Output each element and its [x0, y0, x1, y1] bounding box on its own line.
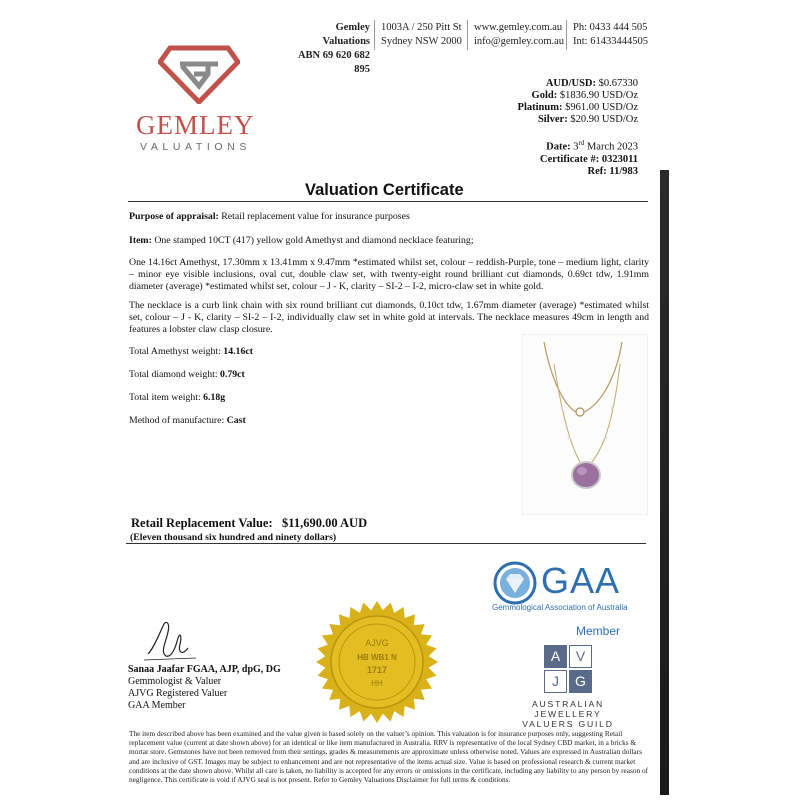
date-day: 3 — [573, 141, 579, 153]
retail-value-words: (Eleven thousand six hundred and ninety dollars) — [130, 532, 337, 543]
website-link[interactable]: www.gemley.com.au — [474, 22, 563, 33]
stat-value: 6.18g — [203, 392, 226, 403]
purpose-label: Purpose of appraisal: — [129, 211, 219, 222]
stat-item-weight — [129, 392, 225, 403]
gold-value: $1836.90 USD/Oz — [559, 90, 638, 101]
item-text: One stamped 10CT (417) yellow gold Amethyst and diamond necklace featuring; — [154, 235, 474, 246]
ajvg-tile-a: A — [544, 645, 567, 668]
logo-wordmark: GEMLEY — [136, 110, 255, 140]
gemley-diamond-logo-icon — [158, 42, 240, 104]
address-line-1: 1003A / 250 Pitt St — [381, 22, 462, 33]
description-paragraph-2: The necklace is a curb link chain with six round brilliant cut diamonds, 0.10ct tdw, 1.67mm diameter (average) *estimated whilst set, colour – J - K, clarity – SI-2 – I-2, individually claw set in white gold at intervals. The necklace measures 49cm in length and features a lobster claw clasp closure. — [129, 300, 649, 336]
email-link[interactable]: info@gemley.com.au — [474, 36, 565, 47]
necklace-photo — [522, 334, 648, 515]
stat-manufacture-method — [129, 415, 246, 426]
ajvg-tile-v: V — [569, 645, 592, 668]
header-phone — [573, 21, 648, 49]
aud-usd-value: $0.67330 — [598, 78, 638, 89]
stat-value: 0.79ct — [220, 369, 245, 380]
certificate-number-label: Certificate #: — [540, 153, 600, 165]
purpose-line — [129, 211, 649, 223]
stat-label: Total diamond weight: — [129, 369, 218, 380]
company-name: Gemley Valuations — [322, 22, 370, 47]
ajvg-line-2: VALUERS GUILD — [522, 719, 614, 729]
ajvg-tile-g: G — [569, 670, 592, 693]
date-label: Date: — [546, 141, 571, 153]
title-divider — [128, 201, 648, 202]
stat-label: Total Amethyst weight: — [129, 346, 221, 357]
ajvg-logo — [544, 645, 592, 693]
ajvg-line-1: AUSTRALIAN JEWELLERY — [532, 699, 604, 719]
retail-value-label: Retail Replacement Value: — [131, 516, 273, 530]
retail-value-line — [131, 516, 367, 531]
seal-line: HH — [371, 679, 383, 688]
header-address — [381, 21, 462, 49]
platinum-label: Platinum: — [517, 102, 563, 113]
item-label: Item: — [129, 235, 152, 246]
address-line-2: Sydney NSW 2000 — [381, 36, 462, 47]
stat-label: Method of manufacture: — [129, 415, 225, 426]
intl-phone-number[interactable]: Int: 61433444505 — [573, 36, 648, 47]
stat-diamond-weight — [129, 369, 245, 380]
item-line — [129, 235, 649, 247]
purpose-text: Retail replacement value for insurance purposes — [221, 211, 410, 222]
signature-icon — [140, 618, 200, 664]
ajvg-tile-j: J — [544, 670, 567, 693]
retail-value-amount: $11,690.00 AUD — [282, 516, 368, 530]
market-rates — [518, 78, 638, 126]
signatory-role-1: Gemmologist & Valuer — [128, 676, 222, 687]
date-month-year: March 2023 — [586, 141, 638, 153]
signatory-role-3: GAA Member — [128, 700, 186, 711]
signatory-role-2: AJVG Registered Valuer — [128, 688, 228, 699]
logo-subtitle: VALUATIONS — [140, 141, 251, 153]
ajvg-gold-seal-icon — [315, 600, 439, 724]
silver-label: Silver: — [537, 114, 568, 125]
signatory-block — [128, 664, 281, 712]
page-title: Valuation Certificate — [305, 181, 464, 199]
ref-label: Ref: — [587, 165, 607, 177]
stat-label: Total item weight: — [129, 392, 201, 403]
stat-amethyst-weight — [129, 346, 253, 357]
seal-middle-text: HB WB1 N — [357, 653, 397, 662]
stat-value: 14.16ct — [223, 346, 253, 357]
certificate-meta — [540, 137, 638, 178]
ref-number: 11/983 — [609, 165, 638, 177]
footer-disclaimer: The item described above has been examined and the value given is based solely on the valuer’s opinion. This valuation is for insurance purposes only, suggesting Retail replacement value (current at date shown above) for an identical or like item manufactured in Australia. RRV is representative of the local Sydney CBD market, in a bricks & mortar store. Gemstones have not been removed from their settings, grades & measurements are approximate unless otherwise noted. Values are expressed in Australian dollars and are inclusive of GST. Images may be subject to enhancement and are not representative of the items actual size. Value is based on professional research & current market conditions at the date shown above. Whilst all care is taken, no liability is accepted for any errors or omissions in the certificate, including any liability to any person by reason of negligence. This certificate is void if AJVG seal is not present. Refer to Gemley Valuations Disclaimer for full terms & conditions. — [129, 729, 649, 785]
gaa-emblem-icon — [493, 561, 537, 605]
description-paragraph-1: One 14.16ct Amethyst, 17.30mm x 13.41mm x 9.47mm *estimated whilst set, colour – reddish-Purple, tone – medium light, clarity – minor eye visible inclusions, oval cut, double claw set, with twenty-eight round brilliant cut diamonds, 0.69ct tdw, 1.91mm diameter (average) *estimated whilst set, colour – J - K, clarity – SI-2 – I-2, micro-claw set in white gold. — [129, 257, 649, 293]
header-web — [474, 21, 564, 49]
side-bar — [660, 170, 669, 795]
gold-label: Gold: — [531, 90, 558, 101]
gaa-letters: GAA — [541, 560, 621, 601]
certificate-number: 0323011 — [601, 153, 638, 165]
seal-top-text: AJVG — [365, 638, 389, 648]
company-abn: ABN 69 620 682 895 — [297, 50, 370, 75]
phone-number[interactable]: Ph: 0433 444 505 — [573, 22, 648, 33]
gaa-member-label: Member — [576, 624, 621, 638]
seal-number: 1717 — [366, 665, 388, 675]
platinum-value: $961.00 USD/Oz — [565, 102, 638, 113]
retail-divider — [126, 543, 646, 544]
silver-value: $20.90 USD/Oz — [570, 114, 638, 125]
header-company — [286, 21, 370, 77]
gaa-full-name: Gemmological Association of Australia — [492, 603, 628, 612]
stat-value: Cast — [226, 415, 246, 426]
signatory-name: Sanaa Jaafar FGAA, AJP, dpG, DG — [128, 664, 281, 675]
ajvg-name — [498, 699, 638, 729]
aud-usd-label: AUD/USD: — [545, 78, 596, 89]
date-suffix: rd — [578, 139, 585, 147]
